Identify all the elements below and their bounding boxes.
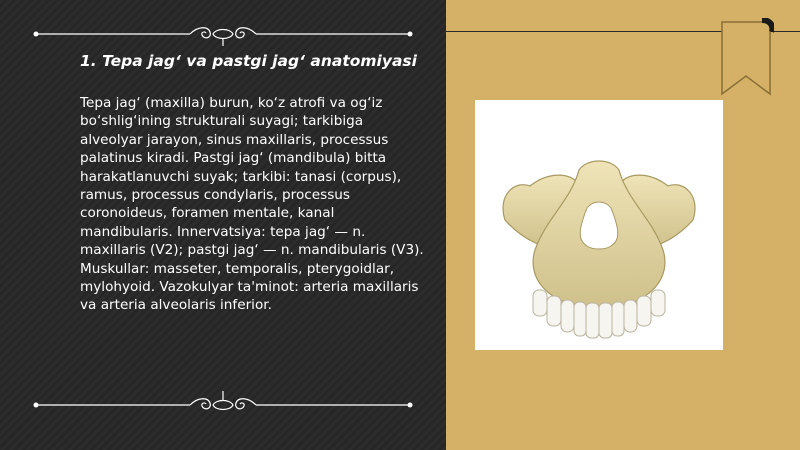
bookmark-ribbon-icon <box>718 18 774 98</box>
slide-title: 1. Tepa jag‘ va pastgi jag‘ anatomiyasi <box>80 52 417 70</box>
bottom-ornament-icon <box>30 391 416 415</box>
top-ornament-icon <box>30 22 416 46</box>
slide-body-text: Tepa jag‘ (maxilla) burun, ko‘z atrofi va og‘iz bo‘shlig‘ining strukturali suyagi; tarkibiga alveolyar jarayon, sinus maxillaris, processus palatinus kiradi. Pastgi jag‘ (mandibula) bitta harakatlanuvchi suyak; tarkibi: tanasi (corpus), ramus, processus condylaris, processus coronoideus, foramen mentale, kanal mandibularis. Innervatsiya: tepa jag‘ — n. maxillaris (V2); pastgi jag‘ — n. mandibularis (V3). Muskullar: masseter, temporalis, pterygoidlar, mylohyoid. Vazokulyar ta'minot: arteria maxillaris va arteria alveolaris inferior. <box>80 95 424 314</box>
jaw-anatomy-image <box>475 100 723 350</box>
maxilla-illustration <box>475 100 723 350</box>
